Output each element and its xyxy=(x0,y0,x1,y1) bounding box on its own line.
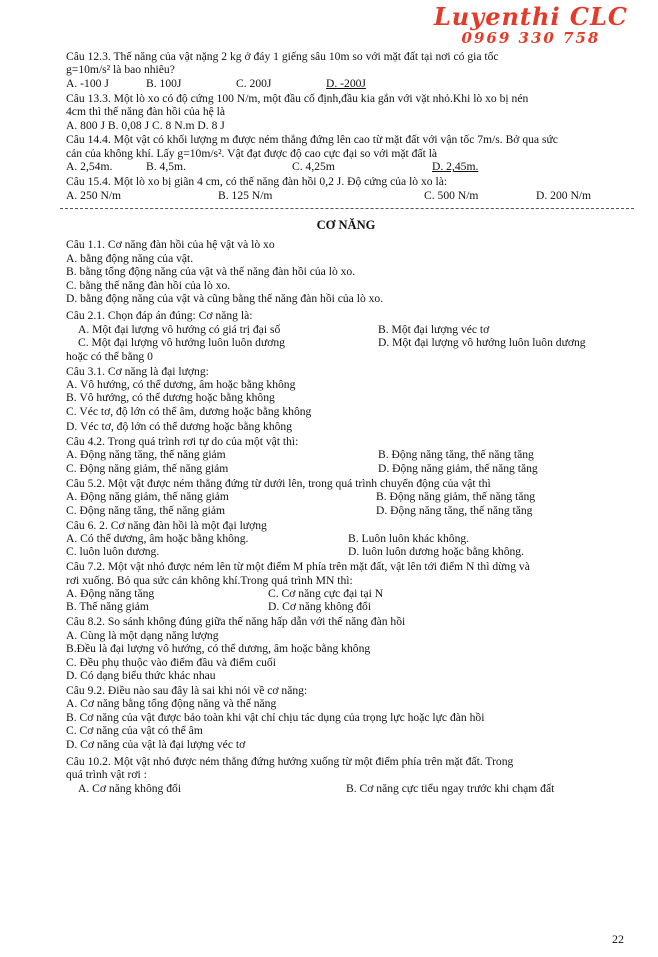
option-a: A. Cơ năng bằng tổng động năng và thế năng xyxy=(66,697,277,711)
question-4-2 xyxy=(66,435,626,475)
option-d: D. Có dạng biểu thức khác nhau xyxy=(66,668,216,682)
brand-name: Luyenthi CLC xyxy=(433,2,628,31)
question-stem: Câu 4.2. Trong quá trình rơi tự do của một vật thì: xyxy=(66,435,299,449)
question-8-2 xyxy=(66,615,626,682)
option-a: A. Một đại lượng vô hướng có giá trị đại số xyxy=(78,322,281,336)
option-b: B. Thế năng giảm xyxy=(66,600,149,614)
option-b: B. 100J xyxy=(146,76,182,90)
option-d: D. Cơ năng của vật là đại lượng véc tơ xyxy=(66,737,246,751)
option-d: D. Động năng tăng, thế năng tăng xyxy=(376,503,533,517)
option-b: B. Động năng tăng, thế năng tăng xyxy=(378,448,534,462)
question-6-2 xyxy=(66,519,626,559)
option-a: A. Động năng tăng xyxy=(66,587,155,601)
page-number: 22 xyxy=(612,932,624,946)
option-b: B. bằng tổng động năng của vật và thế năng đàn hồi của lò xo. xyxy=(66,265,356,279)
option-c: C. Một đại lượng vô hướng luôn luôn dương xyxy=(78,336,285,350)
option-d: D. Một đại lượng vô hướng luôn luôn dương xyxy=(378,336,586,350)
option-b: B. 125 N/m xyxy=(218,188,273,202)
option-c: C. Cơ năng cực đại tại N xyxy=(268,587,384,601)
option-a: A. bằng động năng của vật. xyxy=(66,251,194,265)
question-9-2 xyxy=(66,684,626,751)
option-a: A. 2,54m. xyxy=(66,160,113,174)
question-7-2 xyxy=(66,560,626,614)
option-c: C. Động năng tăng, thế năng giảm xyxy=(66,503,226,517)
option-d: D. luôn luôn dương hoặc bằng không. xyxy=(348,545,524,559)
option-c: C. Cơ năng của vật có thể âm xyxy=(66,724,203,738)
option-b: B. Cơ năng cực tiểu ngay trước khi chạm đất xyxy=(346,781,555,795)
question-12-3 xyxy=(66,50,626,90)
question-stem-cont: cản của không khí. Lấy g=10m/s². Vật đạt được độ cao cực đại so với mặt đất là xyxy=(66,146,438,160)
question-15-4 xyxy=(66,175,626,202)
question-stem: Câu 14.4. Một vật có khối lượng m được ném thẳng đứng lên cao từ mặt đất với vận tốc 7m/s. Bở qua sức xyxy=(66,133,558,147)
option-c: C. luôn luôn dương. xyxy=(66,545,160,559)
question-stem: Câu 13.3. Một lò xo có độ cứng 100 N/m, một đầu cố định,đầu kia gắn với vặt nhỏ.Khi lò xo bị nén xyxy=(66,91,529,105)
option-a: A. Động năng tăng, thế năng giảm xyxy=(66,448,226,462)
question-5-2 xyxy=(66,477,626,517)
question-stem: Câu 8.2. So sánh không đúng giữa thế năng hấp dẫn với thế năng đàn hồi xyxy=(66,615,406,629)
option-d: D. Động năng giảm, thế năng tăng xyxy=(378,461,538,475)
option-d: D. 2,45m. xyxy=(432,160,479,174)
question-stem: Câu 6. 2. Cơ năng đàn hồi là một đại lượng xyxy=(66,518,267,532)
question-stem: Câu 1.1. Cơ năng đàn hồi của hệ vật và lò xo xyxy=(66,238,275,252)
question-stem: Câu 2.1. Chọn đáp án đúng: Cơ năng là: xyxy=(66,309,253,323)
option-a: A. Vô hướng, có thể dương, âm hoặc bằng không xyxy=(66,377,296,391)
question-stem: Câu 7.2. Một vật nhỏ được ném lên từ một điểm M phía trên mặt đất, vật lên tới điểm N thì dừng và xyxy=(66,560,530,574)
question-stem: Câu 3.1. Cơ năng là đại lượng: xyxy=(66,364,209,378)
question-stem: Câu 12.3. Thế năng của vật nặng 2 kg ở đáy 1 giếng sâu 10m so với mặt đất tại nơi có gia tốc xyxy=(66,50,499,63)
option-a: A. Có thể dương, âm hoặc bằng không. xyxy=(66,531,249,545)
option-c: C. bằng thế năng đàn hồi của lò xo. xyxy=(66,278,231,292)
option-a: A. -100 J xyxy=(66,76,109,90)
option-c: C. Động năng giảm, thế năng giảm xyxy=(66,461,229,475)
option-c: C. 4,25m xyxy=(292,160,335,174)
question-3-1 xyxy=(66,365,626,434)
question-14-4 xyxy=(66,133,626,173)
question-1-1 xyxy=(66,238,626,305)
option-b: B. Động năng giảm, thế năng tăng xyxy=(376,490,536,504)
option-b: B.Đều là đại lượng vô hướng, có thể dương, âm hoặc bằng không xyxy=(66,642,371,656)
option-a: A. Cùng là một dạng năng lượng xyxy=(66,628,219,642)
question-stem: Câu 5.2. Một vật được ném thẳng đứng từ dưới lên, trong quá trình chuyển động của vật thì xyxy=(66,476,491,490)
option-d: D. Cơ năng không đổi xyxy=(268,600,372,614)
option-c: C. Đều phụ thuộc vào điểm đầu và điểm cuối xyxy=(66,655,276,669)
option-c: C. 500 N/m xyxy=(424,188,479,202)
question-stem-cont: 4cm thì thế năng đàn hồi của hệ là xyxy=(66,105,226,119)
option-d: D. bằng động năng của vật và cũng bằng thế năng đàn hồi của lò xo. xyxy=(66,292,384,305)
option-c: C. Véc tơ, độ lớn có thể âm, dương hoặc bằng không xyxy=(66,404,312,418)
option-d-cont: hoặc có thể bằng 0 xyxy=(66,349,153,363)
option-b: B. Cơ năng của vật được bảo toàn khi vật chỉ chịu tác dụng của trọng lực hoặc lực đàn hồi xyxy=(66,710,485,724)
question-2-1 xyxy=(66,309,626,363)
document-body xyxy=(66,50,626,797)
question-stem-cont: rơi xuống. Bỏ qua sức cản không khí.Trong quá trình MN thì: xyxy=(66,573,353,587)
question-stem: Câu 9.2. Điều nào sau đây là sai khi nói về cơ năng: xyxy=(66,683,308,697)
option-a: A. Động năng giảm, thế năng giảm xyxy=(66,490,229,504)
question-13-3 xyxy=(66,92,626,132)
option-d: D. 200 N/m xyxy=(536,188,592,202)
section-divider xyxy=(60,208,634,209)
option-c: C. 200J xyxy=(236,76,272,90)
option-a: A. 250 N/m xyxy=(66,188,122,202)
question-stem-cont: quá trình vật rơi : xyxy=(66,768,147,782)
question-10-2 xyxy=(66,755,626,795)
brand-phone: 0969 330 758 xyxy=(461,29,601,47)
question-stem-cont: g=10m/s² là bao nhiêu? xyxy=(66,63,175,77)
question-stem: Câu 15.4. Một lò xo bị giãn 4 cm, có thế năng đàn hồi 0,2 J. Độ cứng của lò xo là: xyxy=(66,175,448,189)
option-b: B. Vô hướng, có thể dương hoặc bằng không xyxy=(66,391,275,405)
option-b: B. 4,5m. xyxy=(146,160,186,174)
options-line: A. 800 J B. 0,08 J C. 8 N.m D. 8 J xyxy=(66,118,225,132)
brand-watermark xyxy=(434,4,628,46)
option-b: B. Luôn luôn khác không. xyxy=(348,531,470,545)
option-d: D. -200J xyxy=(326,76,366,90)
section-title: CƠ NĂNG xyxy=(316,217,376,232)
option-d: D. Véc tơ, độ lớn có thể dương hoặc bằng không xyxy=(66,420,293,434)
option-a: A. Cơ năng không đổi xyxy=(78,781,182,795)
option-b: B. Một đại lượng véc tơ xyxy=(378,322,490,336)
question-stem: Câu 10.2. Một vật nhỏ được ném thẳng đứng hướng xuống từ một điểm phía trên mặt đất. Trong xyxy=(66,754,514,768)
